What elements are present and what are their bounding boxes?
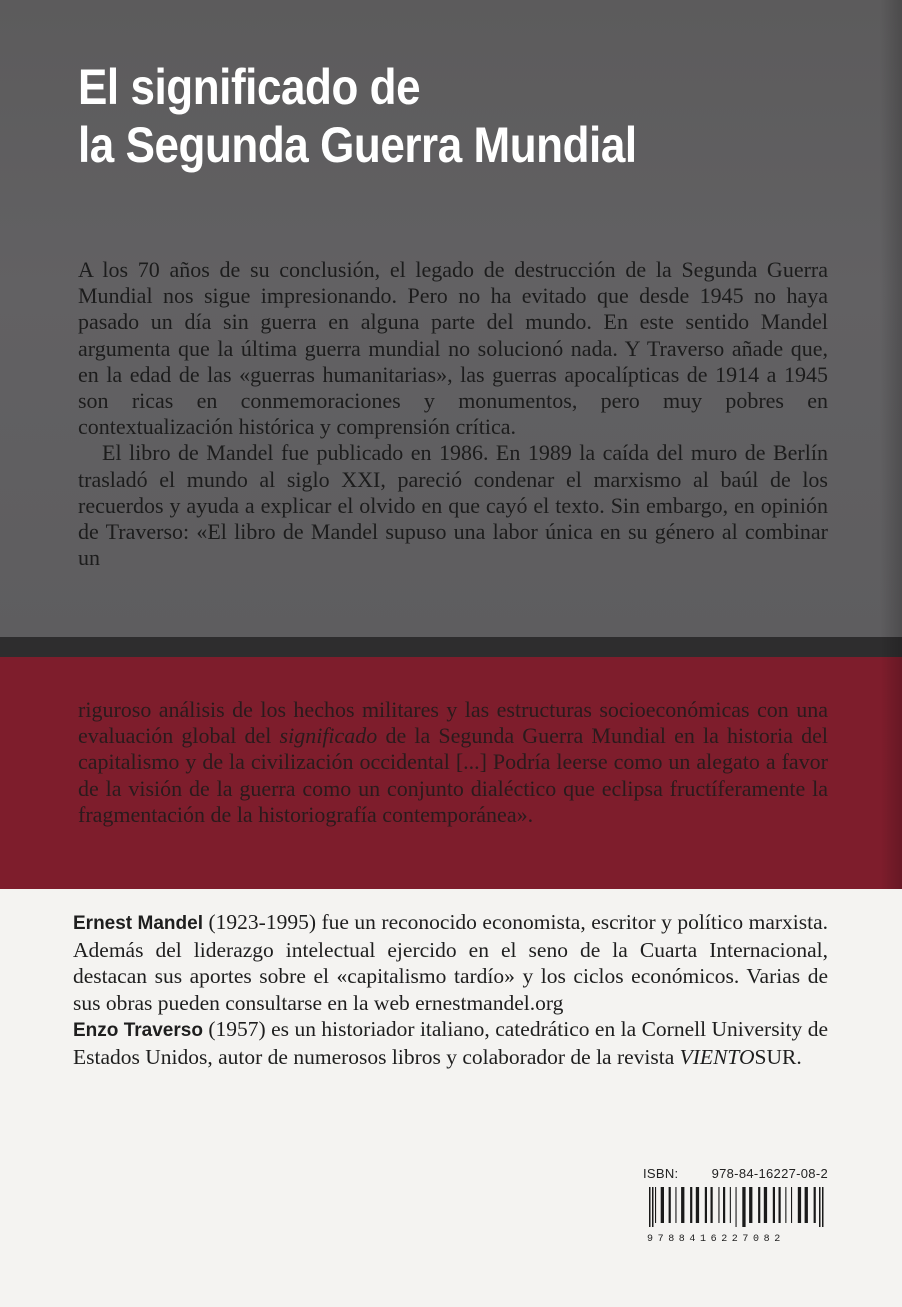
spine-shadow — [880, 0, 902, 889]
barcode-bar — [764, 1187, 767, 1223]
barcode-bar — [681, 1187, 684, 1223]
barcode-bar — [661, 1187, 664, 1223]
book-title — [78, 58, 637, 174]
synopsis-continuation — [78, 697, 828, 828]
barcode-bar — [805, 1187, 808, 1223]
barcode-bar — [655, 1187, 656, 1223]
mandel-bio — [73, 909, 828, 1016]
barcode-bar — [696, 1187, 699, 1223]
barcode-bar — [730, 1187, 731, 1223]
barcode-bar — [749, 1187, 752, 1223]
title-line-1: El significado de — [78, 59, 421, 115]
barcode-bar — [773, 1187, 775, 1223]
barcode-bar — [711, 1187, 713, 1223]
isbn-label-row — [643, 1166, 828, 1181]
barcode-bar — [736, 1187, 737, 1227]
barcode-bar — [652, 1187, 654, 1227]
continuation-text-end: de la Segunda Guerra Mundial en la historia del capitalismo y de la civilización occidental [...] Podría leerse como un alegato a favor de la visión de la guerra como un conjunto dialéctico que eclipsa fructíferamente la fragmentación de la historiografía contemporánea». — [78, 723, 828, 827]
barcode-bar — [718, 1187, 719, 1223]
barcode-bar — [669, 1187, 671, 1223]
isbn-label: ISBN: — [643, 1166, 679, 1181]
continuation-text-start: riguroso análisis de los hechos militares y las estructuras socioeconómicas con una evaluación global del — [78, 697, 828, 749]
barcode-bar — [791, 1187, 792, 1223]
barcode-bar — [758, 1187, 760, 1223]
author-bios — [73, 909, 828, 1070]
traverso-bio — [73, 1016, 828, 1070]
isbn-number: 978-84-16227-08-2 — [711, 1166, 828, 1181]
traverso-bio-text: (1957) es un historiador italiano, catedrático en la Cornell University de Estados Unidos, autor de numerosos libros y colaborador de la revista — [73, 1016, 828, 1070]
mandel-bio-text: (1923-1995) fue un reconocido economista, escritor y político marxista. Además del liderazgo intelectual ejercido en el seno de la Cuarta Internacional, destacan sus aportes sobre el «capitalismo tardío» y los ciclos económicos. Varias de sus obras pueden consultarse en la web ernestmandel.org — [73, 910, 829, 1015]
barcode-bar — [690, 1187, 692, 1223]
barcode-digits: 9788416227082 — [647, 1234, 785, 1245]
barcode-bar — [742, 1187, 745, 1227]
barcode-bar — [819, 1187, 821, 1227]
title-line-2: la Segunda Guerra Mundial — [78, 117, 637, 173]
traverso-bio-end: . — [796, 1045, 802, 1070]
synopsis-paragraph-2: El libro de Mandel fue publicado en 1986. En 1989 la caída del muro de Berlín trasladó el mundo al siglo XXI, pareció condenar el marxismo al baúl de los recuerdos y ayuda a explicar el olvido en que cayó el texto. Sin embargo, en opinión de Traverso: «El libro de Mandel supuso una labor única en su género al combinar un — [78, 440, 828, 571]
barcode-bar — [822, 1187, 824, 1227]
magazine-name-italic: VIENTO — [679, 1045, 755, 1070]
barcode-bar — [814, 1187, 816, 1223]
barcode-bar — [649, 1187, 651, 1227]
synopsis-paragraph-1: A los 70 años de su conclusión, el legado de destrucción de la Segunda Guerra Mundial nos sigue impresionando. Pero no ha evitado que desde 1945 no haya pasado un día sin guerra en alguna parte del mundo. En este sentido Mandel argumenta que la última guerra mundial no solucionó nada. Y Traverso añade que, en la edad de las «guerras humanitarias», las guerras apocalípticas de 1914 a 1945 son ricas en conmemoraciones y monumentos, pero muy pobres en contextualización histórica y comprensión crítica. — [78, 257, 828, 440]
magazine-name-rest: SUR — [754, 1045, 797, 1070]
continuation-paragraph — [78, 697, 828, 828]
continuation-emphasis: significado — [279, 723, 378, 749]
barcode-bar — [705, 1187, 707, 1223]
divider-stripe — [0, 637, 902, 657]
synopsis — [78, 257, 828, 571]
barcode-bar — [798, 1187, 801, 1223]
mandel-name: Ernest Mandel — [73, 913, 203, 934]
barcode-bar — [723, 1187, 725, 1223]
barcode-bar — [785, 1187, 786, 1223]
barcode-bar — [779, 1187, 781, 1223]
barcode-bar — [675, 1187, 676, 1223]
isbn-block — [643, 1166, 828, 1245]
barcode-icon — [649, 1187, 825, 1227]
traverso-name: Enzo Traverso — [73, 1019, 203, 1041]
